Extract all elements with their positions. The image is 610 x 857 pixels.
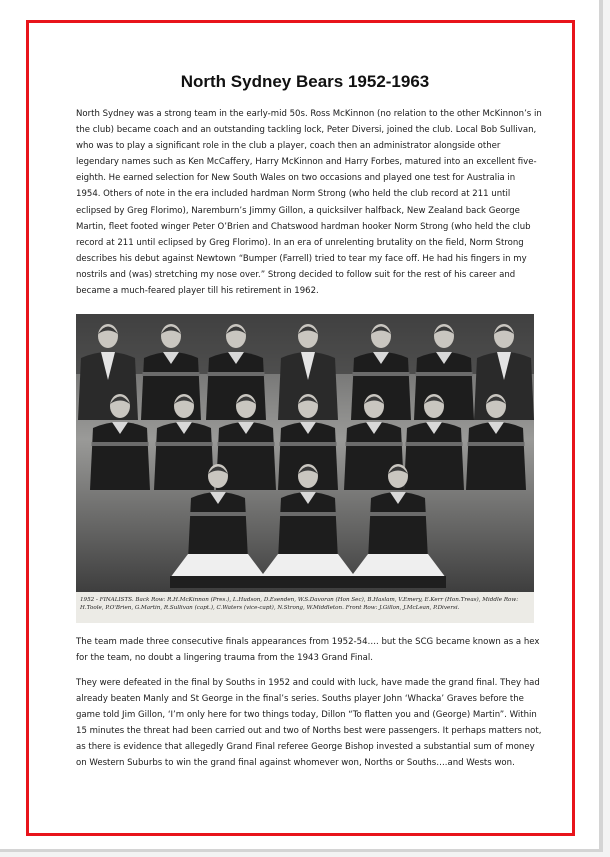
page-title: North Sydney Bears 1952-1963 bbox=[180, 72, 430, 91]
team-photo-image bbox=[76, 314, 534, 592]
photo-caption: 1952 - FINALISTS. Back Row: R.H.McKinnon (Pres.), L.Hudson, D.Esenden, W.S.Davoran (Hon Sec), B.Haslam, V.Emery, E.Kerr (Hon.Treas), Middle Row: H.Toole, P.O'Brien, G.Martin, R.Sullivan (capt.), C.Waters (vice-capt), N.Strong, W.Middleton. Front Row: J.Gillon, J.McLean, P.Diversi. bbox=[80, 597, 519, 611]
paragraph-finals: The team made three consecutive finals appearances from 1952-54…. but the SCG became known as a hex for the team, no doubt a lingering trauma from the 1943 Grand Final. bbox=[76, 637, 540, 664]
paragraph-grand-final: They were defeated in the final by Souths in 1952 and could with luck, have made the grand final. They had already beaten Manly and St George in the final’s series. Souths player John ‘Whacka’ Graves before the game told Jim Gillon, ‘I’m only here for two things today, Dillon “To flatten you and (George) Martin”. Within 15 minutes the threat had been carried out and two of Norths best were passengers. It perhaps matters not, as there is evidence that allegedly Grand Final referee George Bishop invested a substantial sum of money on Western Suburbs to win the grand final against whomever won, Norths or Souths….and Wests won. bbox=[76, 678, 542, 769]
paragraph-intro: North Sydney was a strong team in the early-mid 50s. Ross McKinnon (no relation to the other McKinnon’s in the club) became coach and an outstanding tackling lock, Peter Diversi, joined the club. Local Bob Sullivan, who was to play a significant role in the club a player, coach then an administrator alongside other legendary names such as Ken McCaffery, Harry McKinnon and Harry Forbes, matured into an excellent five-eighth. He earned selection for New South Wales on two occasions and played one test for Australia in 1954. Others of note in the era included hardman Norm Strong (who held the club record at 211 until eclipsed by Greg Florimo), Naremburn’s Jimmy Gillon, a quicksilver halfback, New Zealand back George Martin, fleet footed winger Peter O’Brien and Chatswood hardman hooker Norm Strong (who held the club record at 211 until eclipsed by Greg Florimo). In an era of unrelenting brutality on the field, Norm Strong describes his debut against Newtown “Bumper (Farrell) tried to tear my face off. He had his fingers in my nostrils and (was) stretching my nose over.” Strong decided to follow suit for the rest of his career and became a much-feared player till his retirement in 1962. bbox=[76, 109, 542, 297]
team-photo bbox=[76, 314, 534, 623]
